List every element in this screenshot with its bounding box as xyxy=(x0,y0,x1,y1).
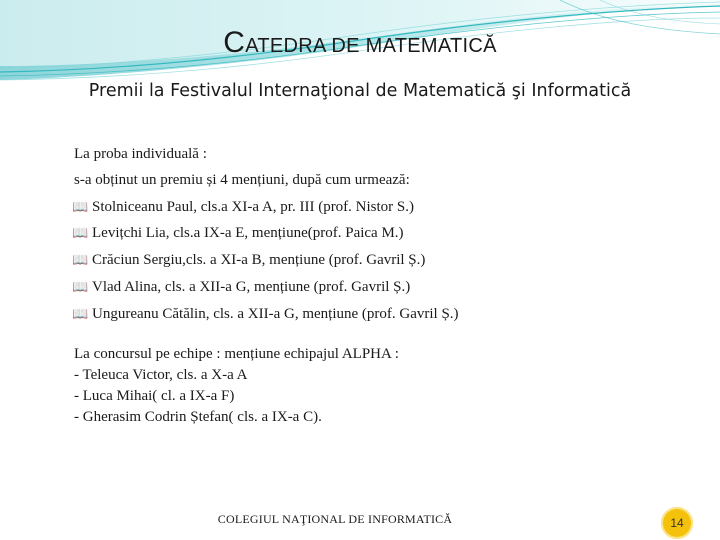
page-subtitle: Premii la Festivalul Internaţional de Matematică şi Informatică xyxy=(88,81,632,101)
footer-school-name: COLEGIUL NAŢIONAL DE INFORMATICĂ xyxy=(217,512,453,526)
list-item: 📖 Stolniceanu Paul, cls.a XI-a A, pr. III (prof. Nistor S.) xyxy=(72,194,694,221)
individual-heading: La proba individuală : xyxy=(74,146,207,162)
team-heading: La concursul pe echipe : mențiune echipajul ALPHA : xyxy=(74,346,399,362)
book-icon: 📖 xyxy=(72,252,89,268)
page-number-badge: 14 xyxy=(661,507,693,539)
team-member: - Teleuca Victor, cls. a X-a A xyxy=(74,367,248,383)
book-icon: 📖 xyxy=(72,225,89,241)
team-member: - Gherasim Codrin Ștefan( cls. a IX-a C). xyxy=(74,409,322,425)
team-member: - Luca Mihai( cl. a IX-a F) xyxy=(74,388,235,404)
list-item: 📖 Crăciun Sergiu,cls. a XI-a B, mențiune (prof. Gavril Ș.) xyxy=(72,247,694,274)
book-icon: 📖 xyxy=(72,278,89,294)
title-rest: ATEDRA DE MATEMATICĂ xyxy=(245,35,497,57)
book-icon: 📖 xyxy=(72,198,89,214)
individual-section xyxy=(74,142,694,328)
individual-intro: s-a obținut un premiu și 4 mențiuni, după cum urmează: xyxy=(74,171,410,188)
team-section xyxy=(74,344,694,428)
page-title xyxy=(0,26,720,60)
title-initial: C xyxy=(223,26,246,59)
list-item: 📖 Ungureanu Cătălin, cls. a XII-a G, mențiune (prof. Gavril Ș.) xyxy=(72,301,694,328)
list-item: 📖 Levițchi Lia, cls.a IX-a E, mențiune(prof. Paica M.) xyxy=(72,220,694,247)
list-item: 📖 Vlad Alina, cls. a XII-a G, mențiune (prof. Gavril Ș.) xyxy=(72,274,694,301)
book-icon: 📖 xyxy=(72,305,89,321)
